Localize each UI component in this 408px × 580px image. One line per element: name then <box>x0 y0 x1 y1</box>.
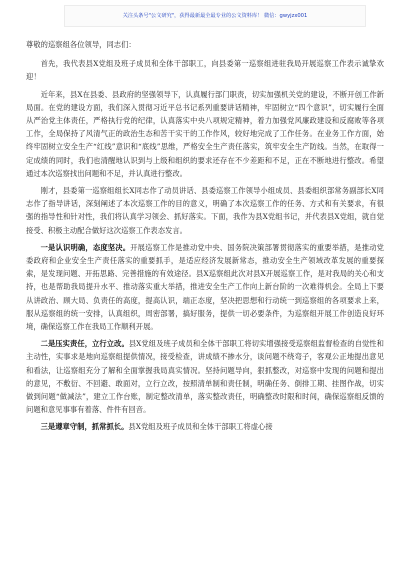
paragraph-text: 县X党组及班子成员和全体干部职工将切实增强接受巡察组监督检查的自觉性和主动性，实事求是地向巡察组提供情况，接受检查，讲成绩不掺水分，谈问题不绕弯子，客观公正地提出意见和看法，让巡察组充分了解和全面掌握我局真实情况。坚持问题导向，狠抓整改，对巡察中发现的问题和提出的意见，不敷衍、不回避、敢面对，立行立改，按照清单制和责任制，明确任务、倒排工期、挂图作战，切实做到问题“做减法”，建立工作台账，制定整改清单，落实整改责任，明确整改时限和时间，确保巡察组反馈的问题和意见事事有着落、件件有回音。 <box>26 339 384 415</box>
paragraph-text: 近年来，县X在县委、县政府的坚强领导下，认真履行部门职责，切实加强机关党的建设，不断开创工作新局面。在党的建设方面，我们深入贯彻习近平总书记系列重要讲话精神，牢固树立“四个意识”，切实履行全面从严治党主体责任，严格执行党的纪律，认真落实中央八项规定精神，着力加强党风廉政建设和反腐败等各项工作，全局保持了风清气正的政治生态和苦干实干的工作作风，较好地完成了工作任务。在业务工作方面，始终牢固树立安全生产“红线”意识和“底线”思维，严格安全生产责任落实，筑牢安全生产防线。当然，在取得一定成绩的同时，我们也清醒地认识到与上级和组织的要求还存在不少差距和不足，正在不断地进行整改。希望通过本次巡察找出问题和不足，并认真进行整改。 <box>26 89 384 178</box>
point-heading: 二是压实责任，立行立改。 <box>40 339 129 349</box>
point-heading: 三是遵章守制，抓常抓长。 <box>40 422 129 432</box>
point-heading: 一是认识明确，态度坚决。 <box>40 242 131 252</box>
paragraph-point-one <box>26 241 384 333</box>
paragraph-welcome <box>26 57 384 83</box>
paragraph-achievements <box>26 88 384 180</box>
salutation: 尊敬的巡察组各位领导，同志们： <box>26 40 136 49</box>
paragraph-text: 开展巡察工作是推动党中央、国务院决策部署贯彻落实的重要举措，是推动党委政府和企业安全生产责任落实的重要抓手，是适应经济发展新常态，推动安全生产领域改革发展的重要探索，是发现问题、开拓思路、完善措施的有效途径。县X巡察组此次对县X开展巡察工作，是对我局的关心和支持，也是帮助我局提升水平、推动落实重大举措，推进安全生产工作向上新台阶的一次难得机会。全局上下要从讲政治、顾大局、负责任的高度，提高认识，端正态度，坚决把思想和行动统一到巡察组的各项要求上来，服从巡察组的统一安排，认真组织，周密部署，搞好服务，提供一切必要条件，为巡察组开展工作创造良好环境，确保巡察工作在我局工作顺利开展。 <box>26 242 384 332</box>
paragraph-text: 刚才，县委第一巡察组组长X同志作了动员讲话、县委巡察工作领导小组成员、县委组织部常务副部长X同志作了指导讲话，深刻阐述了本次巡察工作的目的意义，明确了本次巡察工作的任务、方式和有关要求，有很强的指导性和针对性，我们将认真学习领会、抓好落实。下面，我作为县X党组书记，并代表县X党组，就自觉接受、积极主动配合做好这次巡察工作表态发言。 <box>26 186 384 235</box>
document-body <box>26 38 384 438</box>
paragraph-text: 首先，我代表县X党组及班子成员和全体干部职工，向县委第一巡察组进驻我局开展巡察工作表示诚挚欢迎！ <box>26 59 384 82</box>
paragraph-point-two <box>26 337 384 416</box>
paragraph-text: 县X党组及班子成员和全体干部职工将虚心接 <box>128 422 273 432</box>
paragraph-pledge-intro <box>26 184 384 237</box>
paragraph-point-three <box>26 420 384 433</box>
promo-banner-text: 关注头条号"公文研究"，获得最新最全最专业的公文资料库！ 微信：gwyjzx001 <box>122 13 308 19</box>
promo-banner[interactable] <box>64 5 366 27</box>
